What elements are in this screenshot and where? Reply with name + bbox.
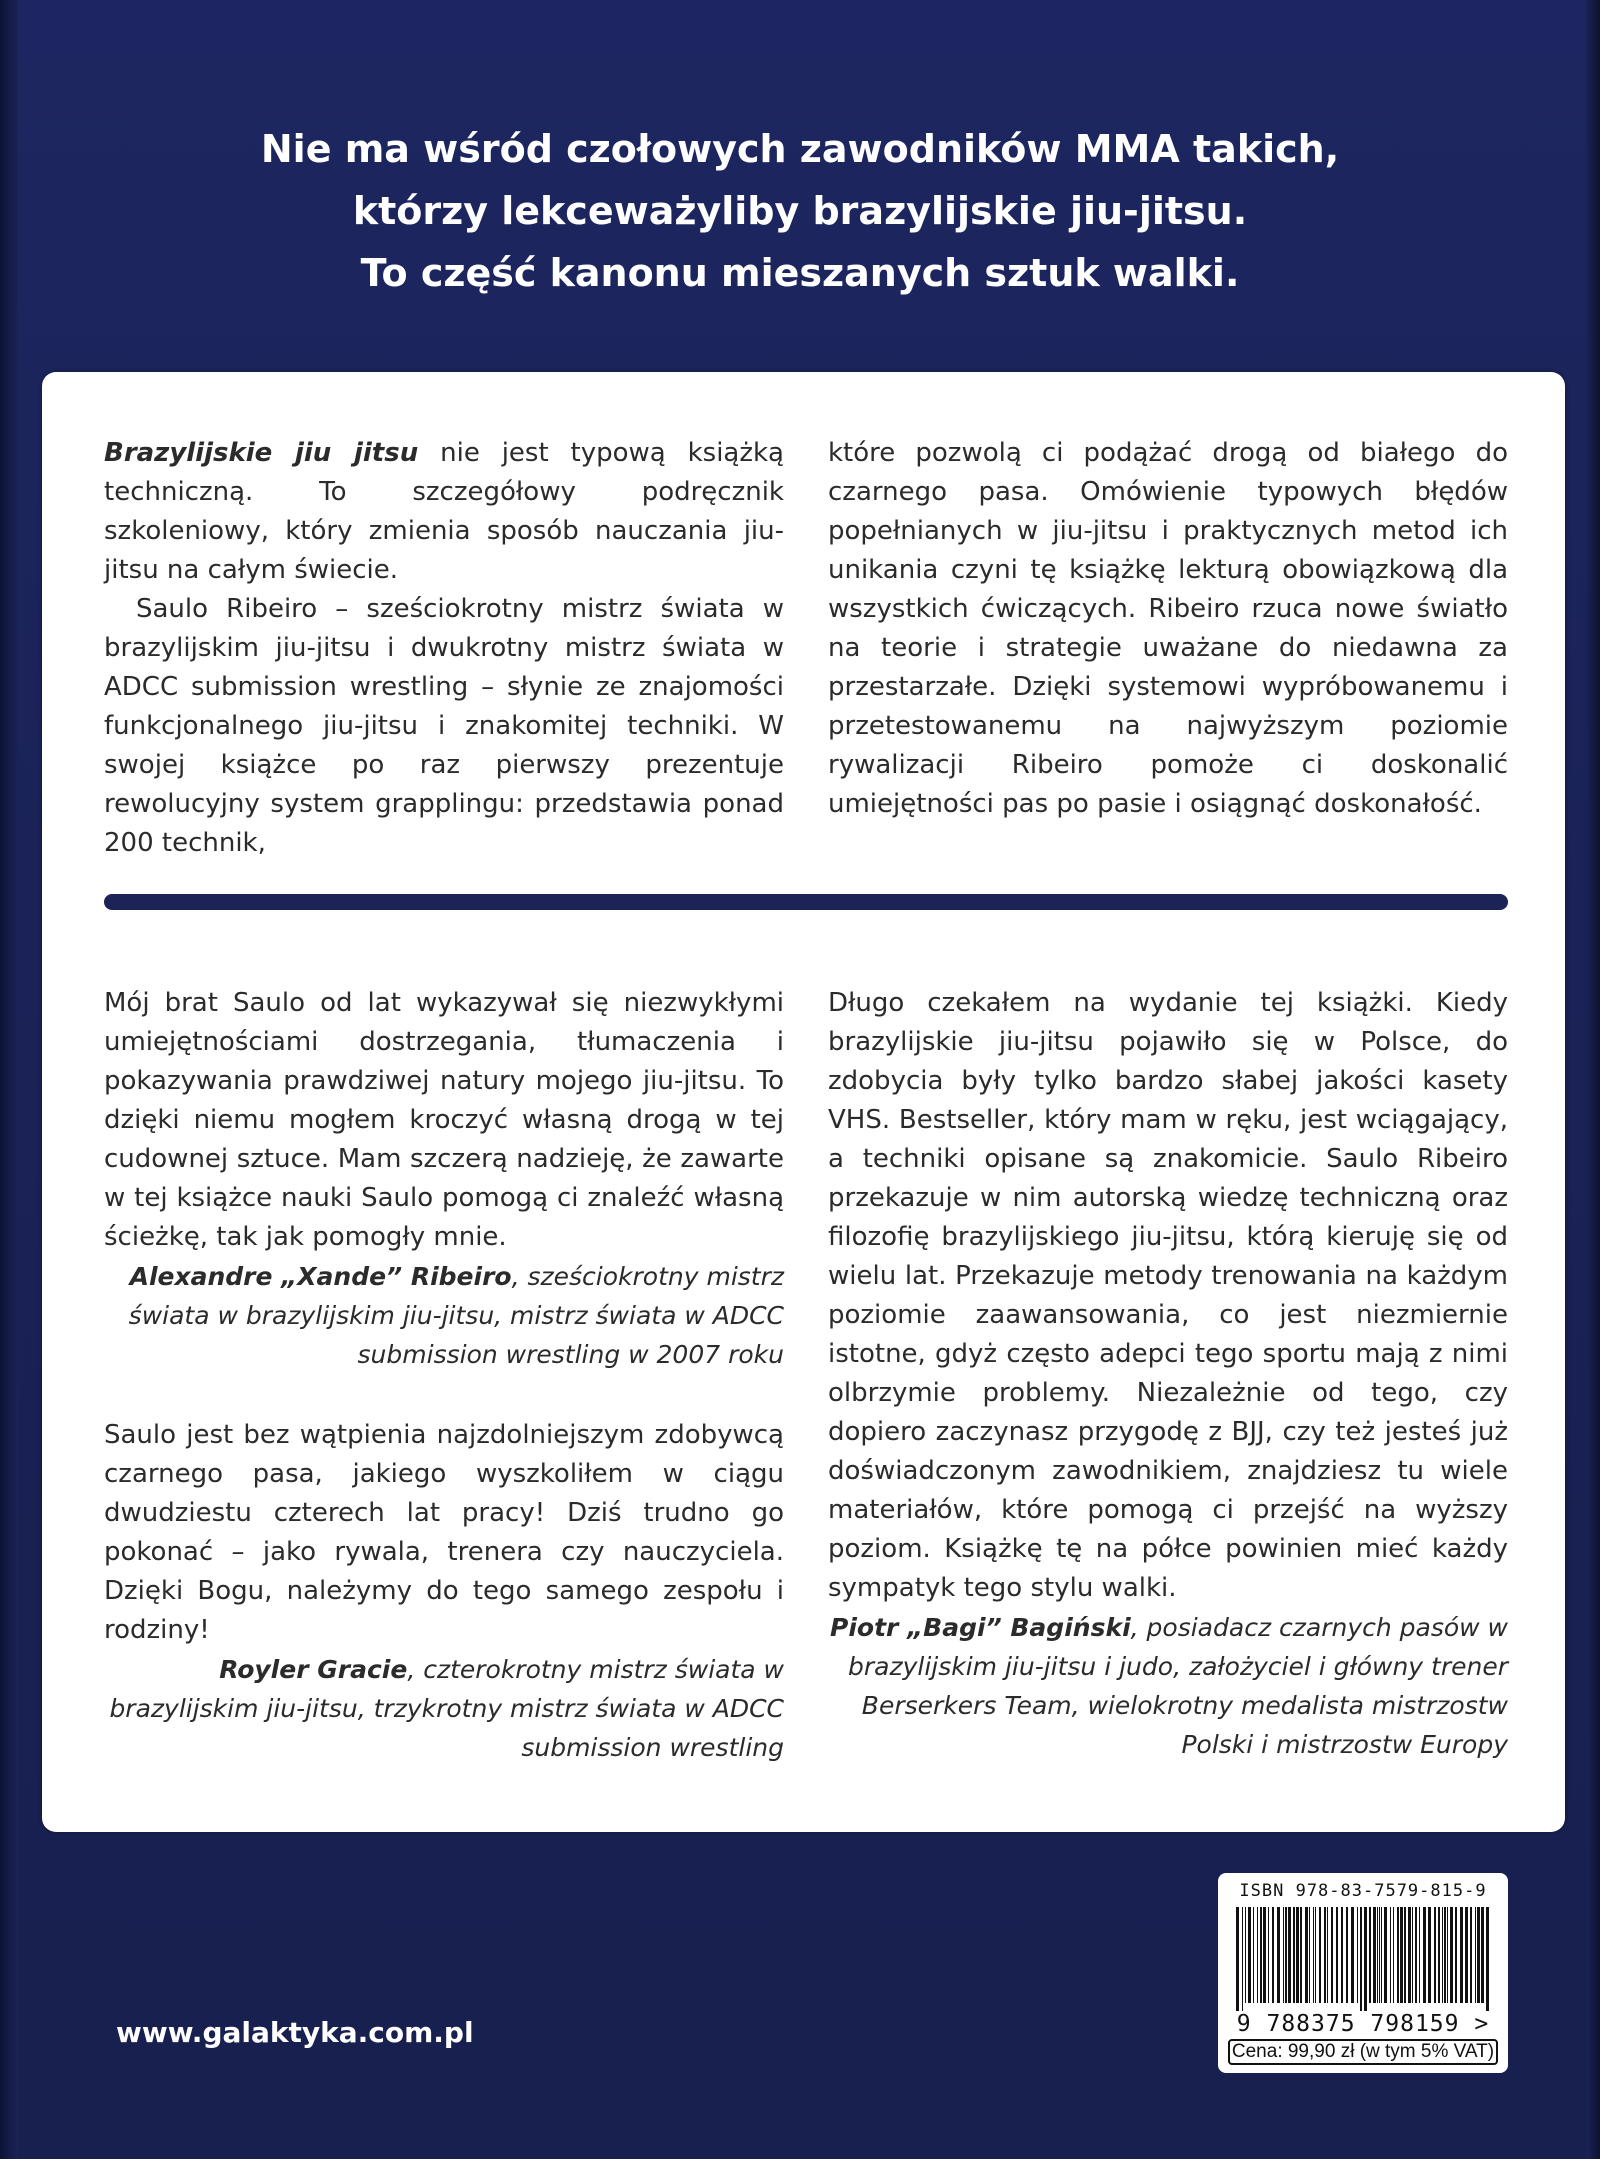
barcode-bar	[1257, 1907, 1258, 2003]
praise-author-1: Alexandre „Xande” Ribeiro	[129, 1262, 512, 1291]
barcode-bar	[1475, 1907, 1476, 2003]
barcode-bar	[1486, 1907, 1489, 2011]
barcode-label	[1218, 1873, 1508, 2073]
barcode-bar	[1242, 1907, 1243, 2011]
barcode-bar	[1245, 1907, 1246, 2003]
headline-line-1: Nie ma wśród czołowych zawodników MMA takich,	[260, 127, 1340, 171]
barcode-bar	[1455, 1907, 1457, 2003]
barcode-bar	[1434, 1907, 1436, 2003]
barcode-bar	[1400, 1907, 1403, 2003]
barcode-bar	[1268, 1907, 1269, 2003]
barcode-bar	[1438, 1907, 1440, 2003]
barcode-bar	[1470, 1907, 1472, 2003]
barcode-bar	[1300, 1907, 1302, 2003]
barcode-bar	[1364, 1907, 1367, 2011]
barcode-bar	[1331, 1907, 1333, 2003]
praise-author-3: Piotr „Bagi” Bagiński	[830, 1613, 1131, 1642]
content-panel	[42, 372, 1565, 1832]
barcode-bar	[1263, 1907, 1266, 2003]
barcode-bar	[1285, 1907, 1287, 2003]
barcode-number: 9 788375 798159 >	[1236, 2011, 1490, 2037]
barcode-bar	[1477, 1907, 1480, 2003]
barcode-bar	[1357, 1907, 1358, 2003]
barcode-bar	[1260, 1907, 1262, 2003]
praise-author-desc-1: , sześciokrotny mistrz świata w brazylijskim jiu-jitsu, mistrz świata w ADCC submission wrestling w 2007 roku	[128, 1262, 784, 1369]
barcode-bar	[1415, 1907, 1417, 2003]
barcode-bar	[1379, 1907, 1380, 2003]
intro-paragraph-2: Saulo Ribeiro – sześciokrotny mistrz świata w brazylijskim jiu-jitsu i dwukrotny mistrz świata w ADCC submission wrestling – słynie ze znajomości funkcjonalnego jiu-jitsu i znakomitej techniki. W swojej książce po raz pierwszy prezentuje rewolucyjny system grapplingu: przedstawia ponad 200 technik,	[104, 594, 784, 858]
barcode-bar	[1447, 1907, 1448, 2003]
barcode-bars	[1234, 1907, 1492, 2011]
barcode-bar	[1336, 1907, 1338, 2003]
barcode-bar	[1393, 1907, 1394, 2003]
barcode-bar	[1313, 1907, 1314, 2003]
barcode-bar	[1442, 1907, 1443, 2003]
headline	[180, 118, 1420, 304]
intro-paragraph-1	[104, 434, 784, 590]
barcode-bar	[1460, 1907, 1463, 2003]
book-title: Brazylijskie jiu jitsu	[104, 438, 419, 468]
barcode-bar	[1404, 1907, 1406, 2003]
barcode-bar	[1277, 1907, 1280, 2003]
barcode-bar	[1444, 1907, 1446, 2003]
publisher-website[interactable]: www.galaktyka.com.pl	[116, 2016, 474, 2049]
praise-author-desc-2: , czterokrotny mistrz świata w brazylijskim jiu-jitsu, trzykrotny mistrz świata w ADCC submission wrestling	[109, 1655, 784, 1762]
barcode-bar	[1384, 1907, 1387, 2003]
barcode-bar	[1324, 1907, 1326, 2003]
edge-shadow	[1586, 0, 1600, 2159]
barcode-bar	[1341, 1907, 1343, 2003]
intro-column-left	[104, 434, 784, 863]
isbn-label: ISBN 978-83-7579-815-9	[1239, 1881, 1487, 1901]
barcode-bar	[1288, 1907, 1291, 2003]
barcode-bar	[1419, 1907, 1420, 2003]
barcode-bar	[1272, 1907, 1274, 2003]
praise-author-2: Royler Gracie	[219, 1655, 408, 1684]
barcode-bar	[1450, 1907, 1453, 2003]
headline-line-3: To część kanonu mieszanych sztuk walki.	[360, 251, 1240, 295]
barcode-bar	[1327, 1907, 1328, 2003]
barcode-bar	[1293, 1907, 1295, 2003]
barcode-bar	[1428, 1907, 1431, 2003]
barcode-bar	[1465, 1907, 1468, 2003]
barcode-bar	[1423, 1907, 1426, 2003]
barcode-bar	[1377, 1907, 1378, 2003]
praise-attribution-2	[104, 1650, 784, 1767]
barcode-bar	[1390, 1907, 1391, 2003]
barcode-bar	[1236, 1907, 1239, 2011]
barcode-bar	[1408, 1907, 1411, 2003]
barcode-bar	[1346, 1907, 1348, 2003]
intro-column-right	[828, 434, 1508, 824]
praise-quote-3: Długo czekałem na wydanie tej książki. Kiedy brazylijskie jiu-jitsu pojawiło się w Polsce, do zdobycia były tylko bardzo słabej jakości kasety VHS. Bestseller, który mam w ręku, jest wciągający, a techniki opisane są znakomicie. Saulo Ribeiro przekazuje w nim autorską wiedzę techniczną oraz filozofię brazylijskiego jiu-jitsu, którą kieruję się od wielu lat. Przekazuje metody trenowania na każdym poziomie zaawansowania, co jest niezmiernie istotne, gdyż często adepci tego sportu mają z nimi olbrzymie problemy. Niezależnie od tego, czy dopiero zaczynasz przygodę z BJJ, czy też jesteś już doświadczonym zawodnikiem, znajdziesz tu wiele materiałów, które pomogą ci przejść na wyższy poziom. Książkę tę na półce powinien mieć każdy sympatyk tego stylu walki.	[828, 988, 1508, 1603]
praise-attribution-1	[104, 1257, 784, 1374]
barcode-bar	[1360, 1907, 1362, 2011]
praise-column-right	[828, 984, 1508, 1764]
praise-column-left	[104, 984, 784, 1767]
barcode-bar	[1283, 1907, 1284, 2003]
praise-attribution-3	[828, 1608, 1508, 1764]
barcode-bar	[1315, 1907, 1316, 2003]
spine-shadow	[0, 0, 18, 2159]
barcode-bar	[1412, 1907, 1413, 2003]
barcode-bar	[1397, 1907, 1399, 2003]
headline-line-2: którzy lekceważyliby brazylijskie jiu-jitsu.	[352, 189, 1248, 233]
praise-quote-1: Mój brat Saulo od lat wykazywał się niezwykłymi umiejętnościami dostrzegania, tłumaczenia i pokazywania prawdziwej natury mojego jiu-jitsu. To dzięki niemu mogłem kroczyć własną drogą w tej cudownej sztuce. Mam szczerą nadzieję, że zawarte w tej książce nauki Saulo pomogą ci znaleźć własną ścieżkę, tak jak pomogły mnie.	[104, 988, 784, 1252]
price-label: Cena: 99,90 zł (w tym 5% VAT)	[1228, 2039, 1498, 2065]
intro-paragraph-1-text: nie jest typową książką techniczną. To szczegółowy podręcznik szkoleniowy, który zmienia sposób nauczania jiu-jitsu na całym świecie.	[104, 438, 784, 585]
praise-quote-2: Saulo jest bez wątpienia najzdolniejszym zdobywcą czarnego pasa, jakiego wyszkoliłem w ciągu dwudziestu czterech lat pracy! Dziś trudno go pokonać – jako rywala, trenera czy nauczyciela. Dzięki Bogu, należymy do tego samego zespołu i rodziny!	[104, 1420, 784, 1645]
barcode-bar	[1305, 1907, 1308, 2003]
barcode-bar	[1481, 1907, 1484, 2003]
barcode-bar	[1248, 1907, 1251, 2003]
barcode-bar	[1373, 1907, 1376, 2003]
section-divider	[104, 894, 1508, 910]
barcode-bar	[1351, 1907, 1354, 2003]
intro-paragraph-3: które pozwolą ci podążać drogą od białego do czarnego pasa. Omówienie typowych błędów popełnianych w jiu-jitsu i praktycznych metod ich unikania czyni tę książkę lekturą obowiązkową dla wszystkich ćwiczących. Ribeiro rzuca nowe światło na teorie i strategie uważane do niedawna za przestarzałe. Dzięki systemowi wypróbowanemu i przetestowanemu na najwyższym poziomie rywalizacji Ribeiro pomoże ci doskonalić umiejętności pas po pasie i osiągnąć doskonałość.	[828, 438, 1508, 819]
barcode-bar	[1319, 1907, 1321, 2003]
barcode-bar	[1369, 1907, 1371, 2003]
barcode-bar	[1253, 1907, 1254, 2003]
barcode-bar	[1381, 1907, 1382, 2003]
barcode-bar	[1309, 1907, 1310, 2003]
praise-author-desc-3: , posiadacz czarnych pasów w brazylijskim jiu-jitsu i judo, założyciel i główny trener Berserkers Team, wielokrotny medalista mistrzostw Polski i mistrzostw Europy	[847, 1613, 1508, 1759]
barcode-bar	[1296, 1907, 1299, 2003]
